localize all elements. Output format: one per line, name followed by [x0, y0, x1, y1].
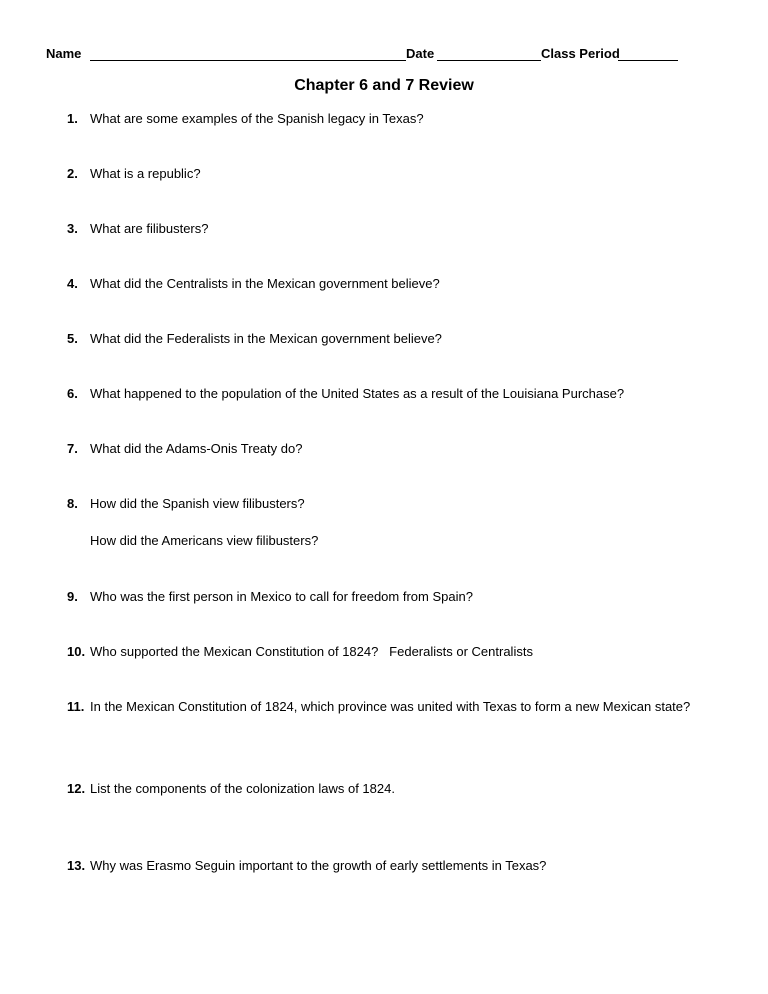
- question-text: What are filibusters?: [90, 221, 209, 236]
- question-3: [67, 220, 707, 238]
- question-1: [67, 110, 707, 128]
- question-2: [67, 165, 707, 183]
- question-13: [67, 857, 707, 875]
- class-period-label: Class Period: [541, 46, 620, 61]
- question-number: 13.: [67, 858, 86, 873]
- name-label: Name: [46, 46, 82, 61]
- question-text: Why was Erasmo Seguin important to the growth of early settlements in Texas?: [90, 858, 547, 873]
- question-text: What are some examples of the Spanish legacy in Texas?: [90, 111, 424, 126]
- date-blank-line[interactable]: [437, 60, 541, 61]
- question-12: [67, 780, 707, 798]
- question-number: 1.: [67, 111, 78, 126]
- question-4: [67, 275, 707, 293]
- question-number: 10.: [67, 644, 86, 659]
- question-number: 3.: [67, 221, 78, 236]
- question-text: How did the Spanish view filibusters?: [90, 496, 305, 511]
- question-text: What happened to the population of the United States as a result of the Louisiana Purchase?: [90, 386, 625, 401]
- question-number: 6.: [67, 386, 78, 401]
- question-text: What did the Adams-Onis Treaty do?: [90, 441, 303, 456]
- question-11: [67, 698, 707, 716]
- question-number: 9.: [67, 589, 78, 604]
- question-5: [67, 330, 707, 348]
- question-text: What did the Federalists in the Mexican government believe?: [90, 331, 442, 346]
- question-text: Who was the first person in Mexico to call for freedom from Spain?: [90, 589, 473, 604]
- question-number: 2.: [67, 166, 78, 181]
- question-9: [67, 588, 707, 606]
- question-text: What did the Centralists in the Mexican government believe?: [90, 276, 440, 291]
- question-text: What is a republic?: [90, 166, 201, 181]
- question-10: [67, 643, 707, 661]
- page-title: Chapter 6 and 7 Review: [294, 77, 474, 94]
- question-number: 5.: [67, 331, 78, 346]
- class-period-blank-line[interactable]: [618, 60, 678, 61]
- question-number: 7.: [67, 441, 78, 456]
- question-text: Who supported the Mexican Constitution of 1824? Federalists or Centralists: [90, 644, 533, 659]
- question-subtext: How did the Americans view filibusters?: [90, 533, 319, 548]
- question-number: 4.: [67, 276, 78, 291]
- name-blank-line[interactable]: [90, 60, 406, 61]
- question-number: 8.: [67, 496, 78, 511]
- question-number: 11.: [67, 699, 85, 714]
- question-number: 12.: [67, 781, 86, 796]
- question-6: [67, 385, 707, 403]
- question-text: In the Mexican Constitution of 1824, which province was united with Texas to form a new Mexican state?: [90, 699, 691, 714]
- date-label: Date: [406, 46, 435, 61]
- question-8: [67, 495, 707, 550]
- header-line: [0, 46, 768, 64]
- question-text: List the components of the colonization laws of 1824.: [90, 781, 395, 796]
- question-7: [67, 440, 707, 458]
